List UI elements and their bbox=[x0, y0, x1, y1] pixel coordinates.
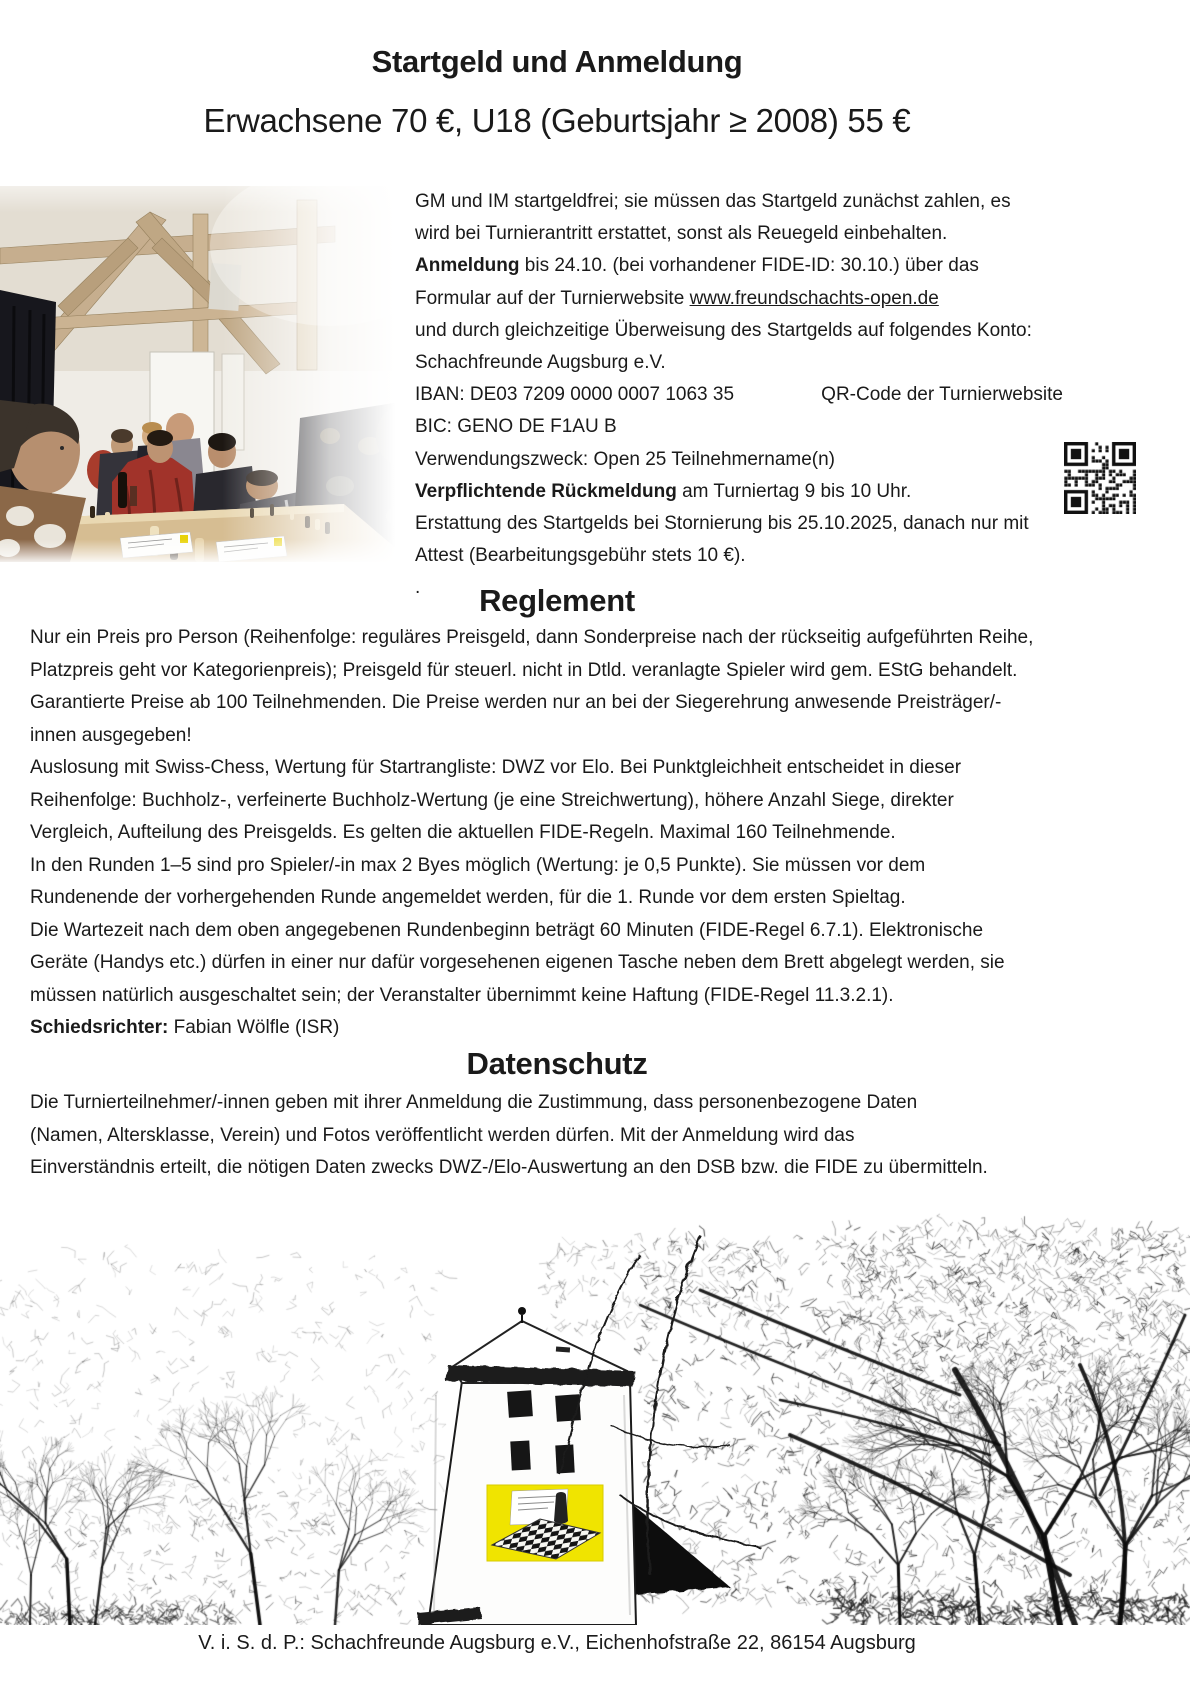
tournament-photo bbox=[0, 186, 412, 562]
text-line: Schiedsrichter: Fabian Wölfle (ISR) bbox=[30, 1017, 340, 1038]
text-line: Platzpreis geht vor Kategorienpreis); Preisgeld für steuerl. nicht in Dtld. veranlagte Spieler wird gem. EStG behandelt. bbox=[30, 659, 1018, 681]
qr-code bbox=[1064, 442, 1136, 514]
text-line: müssen natürlich ausgeschaltet sein; der Veranstalter übernimmt keine Haftung (FIDE-Regel 11.3.2.1). bbox=[30, 984, 894, 1006]
reglement-heading: Reglement bbox=[479, 583, 635, 618]
text-line: Reihenfolge: Buchholz-, verfeinerte Buchholz-Wertung (je eine Streichwertung), höhere Anzahl Siege, direkter bbox=[30, 789, 954, 811]
text-line: Attest (Bearbeitungsgebühr stets 10 €). bbox=[415, 545, 746, 567]
entry-fee-subtitle: Erwachsene 70 €, U18 (Geburtsjahr ≥ 2008) 55 € bbox=[203, 102, 911, 139]
club-sign bbox=[487, 1485, 603, 1561]
text-line: Die Turnierteilnehmer/-innen geben mit ihrer Anmeldung die Zustimmung, dass personenbezogene Daten bbox=[30, 1092, 918, 1113]
text-line: Verwendungszweck: Open 25 Teilnehmername(n) bbox=[415, 448, 835, 470]
text-line: Vergleich, Aufteilung des Preisgelds. Es gelten die aktuellen FIDE-Regeln. Maximal 160 Teilnehmende. bbox=[30, 822, 896, 843]
registration-info bbox=[415, 186, 1063, 605]
text-line: Erstattung des Startgelds bei Stornierung bis 25.10.2025, danach nur mit bbox=[415, 513, 1029, 535]
text-line: BIC: GENO DE F1AU B bbox=[415, 416, 617, 438]
text-line: Die Wartezeit nach dem oben angegebenen Rundenbeginn beträgt 60 Minuten (FIDE-Regel 6.7.1). Elektronische bbox=[30, 919, 984, 941]
text-line: Anmeldung bis 24.10. (bei vorhandener FIDE-ID: 30.10.) über das bbox=[415, 255, 979, 277]
text-line: Auslosung mit Swiss-Chess, Wertung für Startrangliste: DWZ vor Elo. Bei Punktgleichheit entscheidet in dieser bbox=[30, 757, 962, 778]
text-line: Geräte (Handys etc.) dürfen in einer nur dafür vorgesehenen eigenen Tasche neben dem Brett abgelegt werden, sie bbox=[30, 952, 1005, 973]
text-line: . bbox=[415, 577, 421, 599]
tower-graphic bbox=[0, 1195, 1190, 1625]
website-link[interactable]: www.freundschachts-open.de bbox=[689, 287, 939, 309]
tower bbox=[428, 1307, 636, 1625]
text-line: Einverständnis erteilt, die nötigen Daten zwecks DWZ-/Elo-Auswertung an den DSB bzw. die FIDE zu übermitteln. bbox=[30, 1157, 988, 1178]
photo-fade-overlay bbox=[0, 186, 412, 562]
datenschutz-text bbox=[30, 1087, 1164, 1185]
page-title: Startgeld und Anmeldung bbox=[371, 44, 743, 79]
chess-piece bbox=[554, 1492, 568, 1524]
text-line: innen ausgegeben! bbox=[30, 724, 192, 746]
text-line: wird bei Turnierantritt erstattet, sonst als Reuegeld einbehalten. bbox=[415, 223, 948, 245]
text-line: Garantierte Preise ab 100 Teilnehmenden. Die Preise werden nur an bei der Siegerehrung anwesende Preisträger/- bbox=[30, 692, 1002, 713]
window bbox=[507, 1390, 533, 1418]
window bbox=[510, 1440, 530, 1470]
venue-illustration bbox=[0, 1195, 1190, 1625]
text-line: Rundenende der vorhergehenden Runde angemeldet werden, für die 1. Runde vor dem ersten Spieltag. bbox=[30, 887, 906, 908]
text-line: IBAN: DE03 7209 0000 0007 1063 35 QR-Code der Turnierwebsite bbox=[415, 384, 1063, 406]
text-line: Schachfreunde Augsburg e.V. bbox=[415, 352, 666, 374]
imprint-footer: V. i. S. d. P.: Schachfreunde Augsburg e.V., Eichenhofstraße 22, 86154 Augsburg bbox=[198, 1632, 916, 1654]
text-line: und durch gleichzeitige Überweisung des Startgelds auf folgendes Konto: bbox=[415, 319, 1032, 341]
text-line: Nur ein Preis pro Person (Reihenfolge: reguläres Preisgeld, dann Sonderpreise nach der rückseitig aufgeführten Reihe, bbox=[30, 627, 1034, 648]
reglement-text bbox=[30, 622, 1164, 1045]
text-line: Formular auf der Turnierwebsite www.freundschachts-open.de bbox=[415, 283, 1063, 315]
text-line: In den Runden 1–5 sind pro Spieler/-in max 2 Byes möglich (Wertung: je 0,5 Punkte). Sie müssen vor dem bbox=[30, 854, 926, 876]
text-line: (Namen, Altersklasse, Verein) und Fotos veröffentlicht werden dürfen. Mit der Anmeldung wird das bbox=[30, 1124, 855, 1146]
datenschutz-heading: Datenschutz bbox=[466, 1046, 648, 1081]
text-line: Verpflichtende Rückmeldung am Turniertag 9 bis 10 Uhr. bbox=[415, 480, 912, 502]
text-line: GM und IM startgeldfrei; sie müssen das Startgeld zunächst zahlen, es bbox=[415, 191, 1011, 212]
